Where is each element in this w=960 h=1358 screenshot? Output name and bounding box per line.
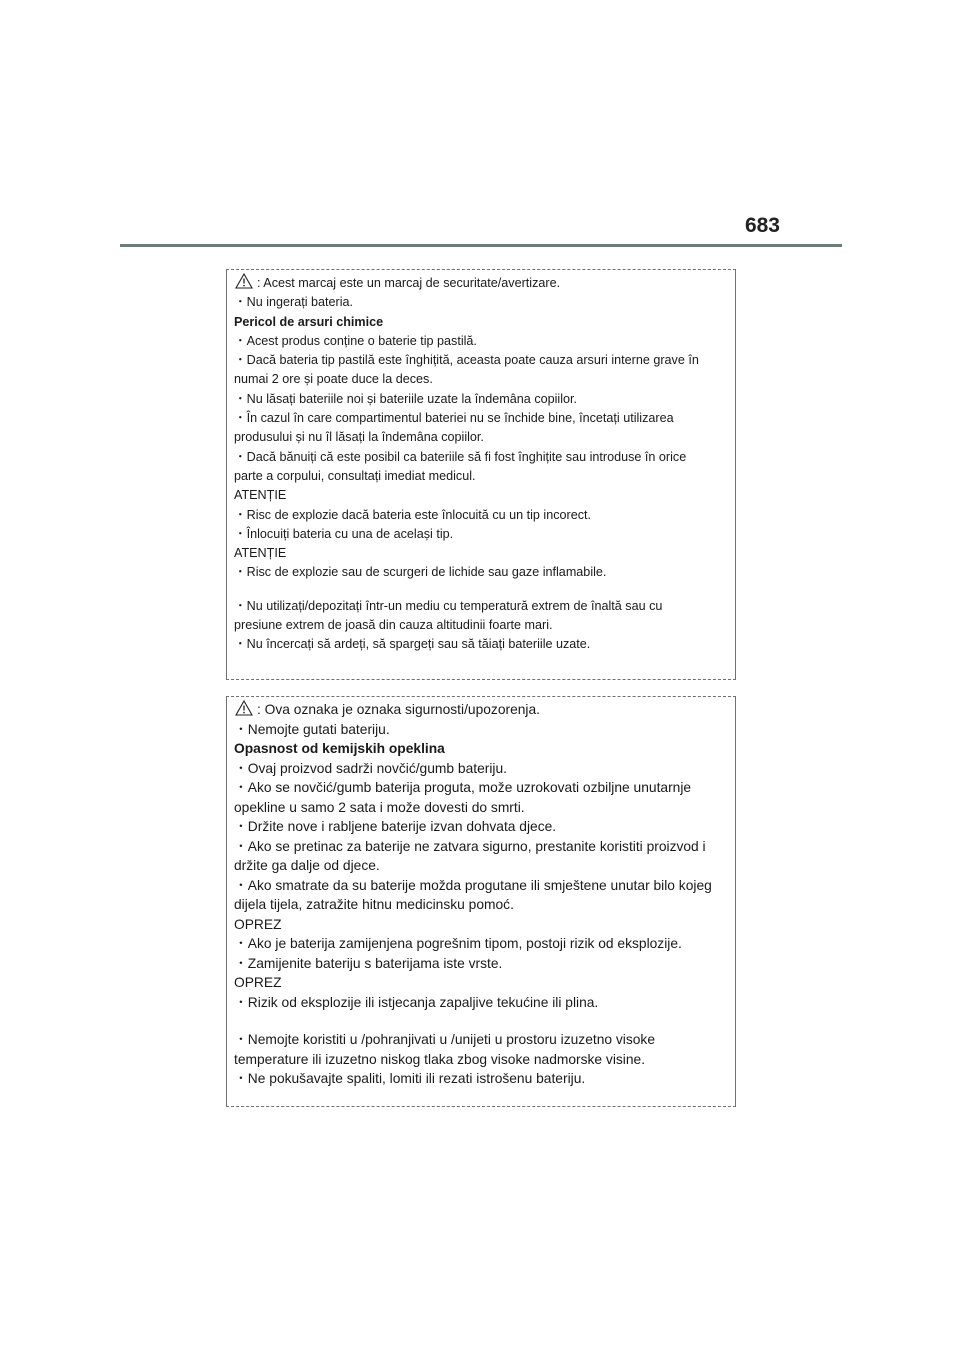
text-line: OPREZ: [234, 916, 282, 932]
text-line: ・Ako se pretinac za baterije ne zatvara sigurno, prestanite koristiti proizvod i: [234, 838, 706, 854]
page-number: 683: [744, 214, 780, 237]
warning-marker-line: [234, 273, 729, 293]
section-heading: Opasnost od kemijskih opeklina: [234, 741, 445, 756]
text-line: ・Nu încercați să ardeți, să spargeți sau să tăiați bateriile uzate.: [234, 637, 591, 652]
text-line: parte a corpului, consultați imediat medicul.: [234, 468, 476, 483]
text-line: ・Nu utilizați/depozitați într-un mediu cu temperatură extrem de înaltă sau cu: [234, 598, 663, 613]
section-heading: Pericol de arsuri chimice: [234, 314, 384, 329]
text-line: produsului și nu îl lăsați la îndemâna copiilor.: [234, 430, 484, 445]
croatian-lines: [234, 720, 729, 1089]
text-line: ・Ako smatrate da su baterije možda progutane ili smještene unutar bilo kojeg: [234, 877, 712, 893]
text-line: ・Dacă bateria tip pastilă este înghițită, aceasta poate cauza arsuri interne grave în: [234, 353, 699, 368]
text-line: ・Risc de explozie dacă bateria este înlocuită cu un tip incorect.: [234, 507, 592, 522]
text-line: ・Nu ingerați bateria.: [234, 295, 354, 310]
text-line: dijela tijela, zatražite hitnu medicinsku pomoć.: [234, 897, 514, 912]
text-line: ATENȚIE: [234, 488, 287, 503]
text-line: ・Nemojte koristiti u /pohranjivati u /unijeti u prostoru izuzetno visoke: [234, 1032, 656, 1047]
warning-triangle-icon: [235, 273, 253, 289]
text-line: ・Držite nove i rabljene baterije izvan dohvata djece.: [234, 819, 557, 834]
romanian-lines: [234, 293, 729, 654]
text-line: ・Nu lăsați bateriile noi și bateriile uzate la îndemâna copiilor.: [234, 391, 578, 406]
text-line: ・Ako je baterija zamijenjena pogrešnim tipom, postoji rizik od eksplozije.: [234, 936, 682, 951]
text-line: ・Ako se novčić/gumb baterija proguta, može uzrokovati ozbiljne unutarnje: [234, 780, 692, 795]
text-line: ・Înlocuiți bateria cu una de același tip.: [234, 526, 454, 541]
text-line: držite ga dalje od djece.: [234, 858, 380, 873]
text-line: opekline u samo 2 sata i može dovesti do smrti.: [234, 799, 525, 815]
header-rule: [120, 244, 842, 247]
text-line: ・Ovaj proizvod sadrži novčić/gumb bateriju.: [234, 760, 507, 776]
battery-warning-croatian: [226, 696, 736, 1107]
text-line: ・Ne pokušavajte spaliti, lomiti ili rezati istrošenu bateriju.: [234, 1071, 586, 1086]
text-line: ・Rizik od eksplozije ili istjecanja zapaljive tekućine ili plina.: [234, 994, 599, 1010]
text-line: OPREZ: [234, 975, 282, 990]
paragraph-gap: [234, 1012, 729, 1030]
text-line: ・Dacă bănuiți că este posibil ca bateriile să fi fost înghițite sau introduse în orice: [234, 449, 687, 464]
paragraph-gap: [234, 583, 729, 597]
text-line: ATENȚIE: [234, 546, 287, 561]
text-line: ・Zamijenite bateriju s baterijama iste vrste.: [234, 955, 503, 971]
text-line: ・În cazul în care compartimentul bateriei nu se închide bine, încetați utilizarea: [234, 411, 674, 426]
text-line: temperature ili izuzetno niskog tlaka zbog visoke nadmorske visine.: [234, 1051, 646, 1067]
battery-warning-romanian: [226, 269, 736, 680]
text-line: presiune extrem de joasă din cauza altitudinii foarte mari.: [234, 618, 553, 633]
warning-marker-text: : Ova oznaka je oznaka sigurnosti/upozorenja.: [257, 702, 541, 717]
warning-marker-text: : Acest marcaj este un marcaj de securitate/avertizare.: [257, 276, 561, 290]
text-line: ・Acest produs conține o baterie tip pastilă.: [234, 333, 477, 348]
text-line: ・Nemojte gutati bateriju.: [234, 721, 390, 737]
text-line: numai 2 ore și poate duce la deces.: [234, 372, 433, 387]
warning-triangle-icon: [235, 700, 253, 716]
warning-marker-line: [234, 700, 729, 720]
text-line: ・Risc de explozie sau de scurgeri de lichide sau gaze inflamabile.: [234, 565, 607, 580]
